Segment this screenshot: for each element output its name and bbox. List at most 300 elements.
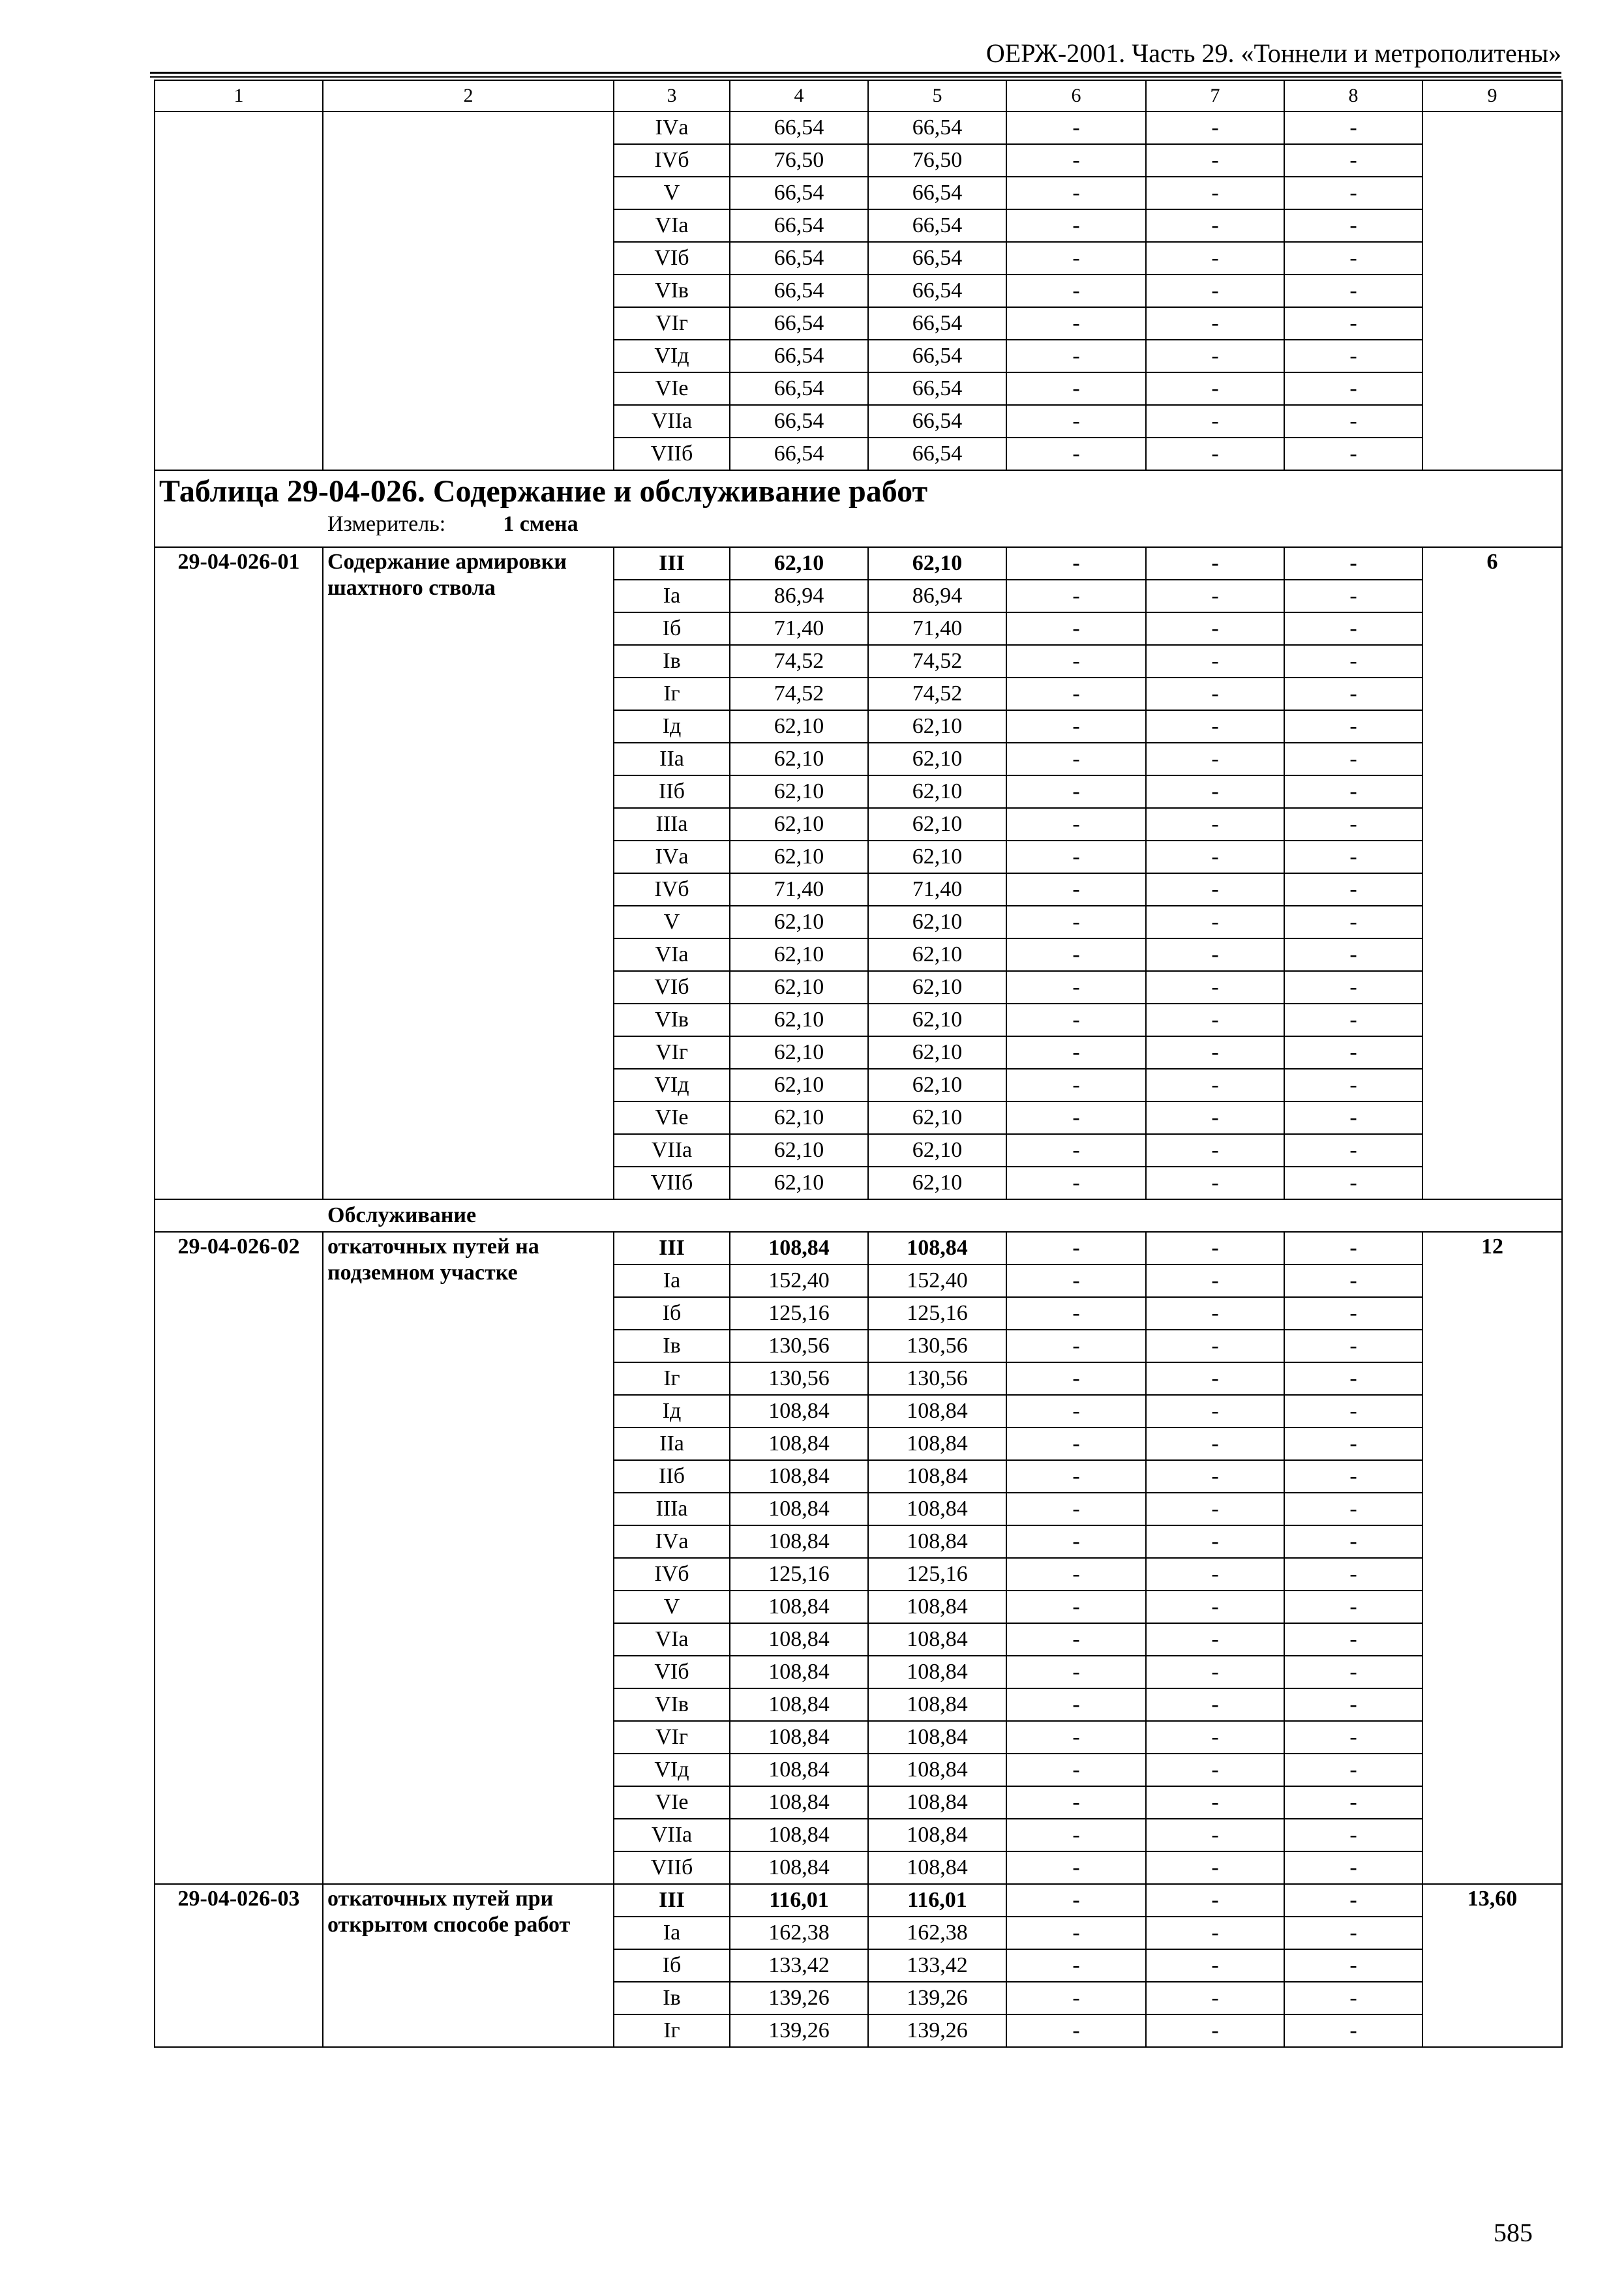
wage-category: Iа	[614, 580, 730, 612]
value-col5: 62,10	[868, 1167, 1006, 1199]
value-col7: -	[1146, 1069, 1284, 1101]
value-col4: 86,94	[730, 580, 868, 612]
value-col5: 74,52	[868, 645, 1006, 678]
value-col5: 108,84	[868, 1232, 1006, 1264]
value-col5: 108,84	[868, 1395, 1006, 1428]
value-col6: -	[1006, 275, 1146, 307]
value-col7: -	[1146, 1623, 1284, 1656]
value-col8: -	[1284, 938, 1422, 971]
value-col4: 62,10	[730, 1101, 868, 1134]
value-col7: -	[1146, 1819, 1284, 1851]
value-col5: 86,94	[868, 580, 1006, 612]
value-col8: -	[1284, 2014, 1422, 2047]
wage-category: Iб	[614, 612, 730, 645]
value-col4: 108,84	[730, 1493, 868, 1525]
value-col6: -	[1006, 144, 1146, 177]
value-col8: -	[1284, 307, 1422, 340]
value-col7: -	[1146, 209, 1284, 242]
value-col5: 108,84	[868, 1819, 1006, 1851]
value-col8: -	[1284, 841, 1422, 873]
value-col7: -	[1146, 1982, 1284, 2014]
value-col8: -	[1284, 1786, 1422, 1819]
value-col4: 66,54	[730, 209, 868, 242]
value-col5: 139,26	[868, 1982, 1006, 2014]
value-col8: -	[1284, 1688, 1422, 1721]
value-col5: 162,38	[868, 1917, 1006, 1949]
value-col7: -	[1146, 1134, 1284, 1167]
value-col8: -	[1284, 1101, 1422, 1134]
value-col6: -	[1006, 1525, 1146, 1558]
table-title-row	[155, 470, 1562, 547]
value-col5: 66,54	[868, 242, 1006, 275]
value-col6: -	[1006, 612, 1146, 645]
table-title-cell	[155, 470, 1562, 547]
wage-category: VIг	[614, 307, 730, 340]
value-col8: -	[1284, 242, 1422, 275]
value-col5: 66,54	[868, 275, 1006, 307]
value-col4: 108,84	[730, 1786, 868, 1819]
value-col5: 76,50	[868, 144, 1006, 177]
value-col8: -	[1284, 1884, 1422, 1917]
column-number: 4	[730, 80, 868, 112]
table-row	[155, 112, 1562, 144]
value-col7: -	[1146, 808, 1284, 841]
value-col8: -	[1284, 177, 1422, 209]
value-col7: -	[1146, 873, 1284, 906]
wage-category: V	[614, 906, 730, 938]
wage-category: VIв	[614, 1004, 730, 1036]
wage-category: VIа	[614, 209, 730, 242]
column-number: 7	[1146, 80, 1284, 112]
value-col7: -	[1146, 275, 1284, 307]
value-col6: -	[1006, 1460, 1146, 1493]
wage-category: Iа	[614, 1917, 730, 1949]
value-col7: -	[1146, 710, 1284, 743]
value-col4: 66,54	[730, 275, 868, 307]
value-col6: -	[1006, 1167, 1146, 1199]
wage-category: VIIб	[614, 1851, 730, 1884]
value-col6: -	[1006, 2014, 1146, 2047]
wage-category: V	[614, 1591, 730, 1623]
value-col8: -	[1284, 1069, 1422, 1101]
subsection-title: Обслуживание	[155, 1199, 1562, 1232]
value-col8: -	[1284, 1917, 1422, 1949]
value-col6: -	[1006, 580, 1146, 612]
value-col8: -	[1284, 1362, 1422, 1395]
value-col4: 66,54	[730, 340, 868, 372]
value-col8: -	[1284, 1134, 1422, 1167]
value-col5: 62,10	[868, 1004, 1006, 1036]
value-col7: -	[1146, 1362, 1284, 1395]
value-col7: -	[1146, 372, 1284, 405]
value-col8: -	[1284, 1264, 1422, 1297]
value-col8: -	[1284, 808, 1422, 841]
value-col7: -	[1146, 1786, 1284, 1819]
wage-category: VIа	[614, 938, 730, 971]
wage-category: IVб	[614, 873, 730, 906]
value-col5: 108,84	[868, 1688, 1006, 1721]
wage-category: III	[614, 1232, 730, 1264]
value-col5: 62,10	[868, 938, 1006, 971]
value-col7: -	[1146, 112, 1284, 144]
value-col4: 108,84	[730, 1428, 868, 1460]
value-col6: -	[1006, 1591, 1146, 1623]
wage-category: VIе	[614, 1786, 730, 1819]
header-rule-thin	[150, 76, 1561, 78]
wage-category: VIд	[614, 1069, 730, 1101]
column-number: 9	[1422, 80, 1562, 112]
wage-category: IIб	[614, 1460, 730, 1493]
value-col8: -	[1284, 1525, 1422, 1558]
value-col4: 62,10	[730, 1134, 868, 1167]
wage-category: VIд	[614, 340, 730, 372]
value-col7: -	[1146, 678, 1284, 710]
rate-name	[323, 112, 614, 470]
value-col7: -	[1146, 1591, 1284, 1623]
value-col4: 108,84	[730, 1656, 868, 1688]
value-col5: 62,10	[868, 775, 1006, 808]
measure-line	[159, 510, 1557, 539]
value-col7: -	[1146, 1493, 1284, 1525]
value-col4: 66,54	[730, 177, 868, 209]
value-col4: 108,84	[730, 1688, 868, 1721]
value-col5: 62,10	[868, 1134, 1006, 1167]
value-col5: 66,54	[868, 438, 1006, 470]
subsection-row	[155, 1199, 1562, 1232]
value-col5: 66,54	[868, 372, 1006, 405]
value-col4: 62,10	[730, 1036, 868, 1069]
value-col5: 108,84	[868, 1460, 1006, 1493]
wage-category: Iб	[614, 1297, 730, 1330]
value-col4: 152,40	[730, 1264, 868, 1297]
value-col4: 125,16	[730, 1558, 868, 1591]
value-col5: 130,56	[868, 1362, 1006, 1395]
value-col7: -	[1146, 938, 1284, 971]
column-number: 1	[155, 80, 323, 112]
value-col6: -	[1006, 438, 1146, 470]
value-col7: -	[1146, 1460, 1284, 1493]
value-col6: -	[1006, 971, 1146, 1004]
value-col5: 62,10	[868, 808, 1006, 841]
value-col4: 62,10	[730, 841, 868, 873]
value-col7: -	[1146, 1297, 1284, 1330]
value-col4: 133,42	[730, 1949, 868, 1982]
value-col6: -	[1006, 1884, 1146, 1917]
value-col4: 71,40	[730, 873, 868, 906]
multiplier	[1422, 112, 1562, 470]
value-col8: -	[1284, 1721, 1422, 1754]
value-col4: 62,10	[730, 1004, 868, 1036]
value-col8: -	[1284, 1167, 1422, 1199]
value-col8: -	[1284, 275, 1422, 307]
value-col4: 62,10	[730, 906, 868, 938]
value-col8: -	[1284, 438, 1422, 470]
value-col4: 62,10	[730, 743, 868, 775]
value-col4: 74,52	[730, 645, 868, 678]
value-col4: 108,84	[730, 1851, 868, 1884]
value-col7: -	[1146, 1688, 1284, 1721]
wage-category: IVа	[614, 1525, 730, 1558]
value-col5: 66,54	[868, 340, 1006, 372]
value-col6: -	[1006, 1819, 1146, 1851]
value-col6: -	[1006, 1688, 1146, 1721]
value-col8: -	[1284, 743, 1422, 775]
wage-category: IVб	[614, 1558, 730, 1591]
value-col5: 62,10	[868, 841, 1006, 873]
value-col7: -	[1146, 307, 1284, 340]
value-col4: 66,54	[730, 438, 868, 470]
value-col5: 108,84	[868, 1786, 1006, 1819]
wage-category: Iв	[614, 1330, 730, 1362]
rate-code: 29-04-026-02	[155, 1232, 323, 1884]
value-col6: -	[1006, 808, 1146, 841]
value-col5: 62,10	[868, 1036, 1006, 1069]
value-col8: -	[1284, 1819, 1422, 1851]
value-col6: -	[1006, 1623, 1146, 1656]
value-col6: -	[1006, 1754, 1146, 1786]
value-col8: -	[1284, 1428, 1422, 1460]
value-col6: -	[1006, 340, 1146, 372]
value-col6: -	[1006, 841, 1146, 873]
value-col7: -	[1146, 580, 1284, 612]
wage-category: VIв	[614, 1688, 730, 1721]
wage-category: VIа	[614, 1623, 730, 1656]
value-col8: -	[1284, 144, 1422, 177]
value-col5: 66,54	[868, 177, 1006, 209]
value-col5: 66,54	[868, 307, 1006, 340]
wage-category: VIб	[614, 1656, 730, 1688]
rate-code: 29-04-026-03	[155, 1884, 323, 2047]
table-row	[155, 547, 1562, 580]
value-col4: 74,52	[730, 678, 868, 710]
value-col8: -	[1284, 1949, 1422, 1982]
value-col5: 62,10	[868, 1101, 1006, 1134]
value-col4: 108,84	[730, 1395, 868, 1428]
value-col4: 76,50	[730, 144, 868, 177]
value-col7: -	[1146, 1330, 1284, 1362]
table-row	[155, 1232, 1562, 1264]
value-col6: -	[1006, 1004, 1146, 1036]
value-col4: 62,10	[730, 1167, 868, 1199]
wage-category: VIIб	[614, 1167, 730, 1199]
value-col7: -	[1146, 1656, 1284, 1688]
value-col8: -	[1284, 906, 1422, 938]
value-col6: -	[1006, 1656, 1146, 1688]
value-col7: -	[1146, 1917, 1284, 1949]
value-col7: -	[1146, 906, 1284, 938]
value-col8: -	[1284, 1460, 1422, 1493]
value-col6: -	[1006, 242, 1146, 275]
value-col4: 130,56	[730, 1330, 868, 1362]
value-col7: -	[1146, 1884, 1284, 1917]
column-number: 6	[1006, 80, 1146, 112]
rate-code: 29-04-026-01	[155, 547, 323, 1199]
rate-name: откаточных путей при открытом способе работ	[323, 1884, 614, 2047]
value-col7: -	[1146, 971, 1284, 1004]
value-col7: -	[1146, 841, 1284, 873]
value-col4: 66,54	[730, 405, 868, 438]
value-col4: 62,10	[730, 775, 868, 808]
running-header: ОЕРЖ-2001. Часть 29. «Тоннели и метрополитены»	[985, 38, 1561, 68]
value-col6: -	[1006, 1264, 1146, 1297]
value-col5: 108,84	[868, 1754, 1006, 1786]
value-col4: 66,54	[730, 372, 868, 405]
value-col4: 71,40	[730, 612, 868, 645]
value-col7: -	[1146, 1232, 1284, 1264]
wage-category: IVб	[614, 144, 730, 177]
value-col6: -	[1006, 938, 1146, 971]
column-number-row	[155, 80, 1562, 112]
measure-label: Измеритель:	[327, 512, 446, 536]
value-col5: 71,40	[868, 612, 1006, 645]
value-col6: -	[1006, 1232, 1146, 1264]
value-col7: -	[1146, 1101, 1284, 1134]
value-col5: 62,10	[868, 547, 1006, 580]
multiplier: 13,60	[1422, 1884, 1562, 2047]
wage-category: IIIа	[614, 808, 730, 841]
value-col4: 108,84	[730, 1819, 868, 1851]
value-col7: -	[1146, 1949, 1284, 1982]
value-col6: -	[1006, 1362, 1146, 1395]
wage-category: Iа	[614, 1264, 730, 1297]
wage-category: VIIа	[614, 1134, 730, 1167]
value-col7: -	[1146, 547, 1284, 580]
column-number: 8	[1284, 80, 1422, 112]
wage-category: VIе	[614, 372, 730, 405]
multiplier: 6	[1422, 547, 1562, 1199]
value-col7: -	[1146, 1036, 1284, 1069]
wage-category: Iд	[614, 1395, 730, 1428]
value-col6: -	[1006, 405, 1146, 438]
value-col6: -	[1006, 372, 1146, 405]
value-col8: -	[1284, 1493, 1422, 1525]
value-col6: -	[1006, 1101, 1146, 1134]
wage-category: Iг	[614, 678, 730, 710]
value-col5: 130,56	[868, 1330, 1006, 1362]
value-col4: 62,10	[730, 938, 868, 971]
value-col4: 108,84	[730, 1525, 868, 1558]
wage-category: Iг	[614, 2014, 730, 2047]
rate-name: Содержание армировки шахтного ствола	[323, 547, 614, 1199]
wage-category: IVа	[614, 841, 730, 873]
value-col6: -	[1006, 1851, 1146, 1884]
value-col4: 62,10	[730, 547, 868, 580]
value-col4: 108,84	[730, 1754, 868, 1786]
value-col6: -	[1006, 1134, 1146, 1167]
value-col8: -	[1284, 1297, 1422, 1330]
value-col7: -	[1146, 1167, 1284, 1199]
wage-category: VIIб	[614, 438, 730, 470]
value-col4: 125,16	[730, 1297, 868, 1330]
value-col4: 108,84	[730, 1623, 868, 1656]
value-col5: 133,42	[868, 1949, 1006, 1982]
wage-category: Iв	[614, 645, 730, 678]
value-col5: 108,84	[868, 1493, 1006, 1525]
value-col7: -	[1146, 775, 1284, 808]
wage-category: VIд	[614, 1754, 730, 1786]
value-col7: -	[1146, 1004, 1284, 1036]
value-col4: 139,26	[730, 2014, 868, 2047]
column-number: 5	[868, 80, 1006, 112]
value-col6: -	[1006, 775, 1146, 808]
value-col4: 62,10	[730, 971, 868, 1004]
value-col5: 108,84	[868, 1525, 1006, 1558]
value-col5: 108,84	[868, 1721, 1006, 1754]
value-col6: -	[1006, 307, 1146, 340]
wage-category: VIе	[614, 1101, 730, 1134]
value-col4: 108,84	[730, 1721, 868, 1754]
value-col8: -	[1284, 1851, 1422, 1884]
wage-category: III	[614, 1884, 730, 1917]
value-col7: -	[1146, 1558, 1284, 1591]
value-col6: -	[1006, 1721, 1146, 1754]
value-col4: 108,84	[730, 1460, 868, 1493]
value-col5: 74,52	[868, 678, 1006, 710]
value-col6: -	[1006, 1558, 1146, 1591]
value-col8: -	[1284, 1330, 1422, 1362]
header-rule-thick	[150, 72, 1561, 74]
value-col4: 66,54	[730, 112, 868, 144]
value-col6: -	[1006, 906, 1146, 938]
value-col5: 66,54	[868, 112, 1006, 144]
value-col7: -	[1146, 340, 1284, 372]
wage-category: Iб	[614, 1949, 730, 1982]
value-col4: 116,01	[730, 1884, 868, 1917]
value-col5: 125,16	[868, 1558, 1006, 1591]
value-col6: -	[1006, 1428, 1146, 1460]
wage-category: IVа	[614, 112, 730, 144]
value-col6: -	[1006, 873, 1146, 906]
value-col8: -	[1284, 1656, 1422, 1688]
value-col6: -	[1006, 743, 1146, 775]
value-col5: 71,40	[868, 873, 1006, 906]
value-col8: -	[1284, 775, 1422, 808]
value-col4: 62,10	[730, 710, 868, 743]
value-col4: 62,10	[730, 808, 868, 841]
value-col7: -	[1146, 242, 1284, 275]
value-col6: -	[1006, 678, 1146, 710]
value-col7: -	[1146, 144, 1284, 177]
wage-category: IIа	[614, 743, 730, 775]
value-col6: -	[1006, 547, 1146, 580]
wage-category: VIIа	[614, 1819, 730, 1851]
value-col4: 139,26	[730, 1982, 868, 2014]
value-col6: -	[1006, 710, 1146, 743]
value-col8: -	[1284, 678, 1422, 710]
wage-category: Iв	[614, 1982, 730, 2014]
value-col8: -	[1284, 873, 1422, 906]
value-col7: -	[1146, 1525, 1284, 1558]
wage-category: IIб	[614, 775, 730, 808]
value-col5: 62,10	[868, 743, 1006, 775]
value-col8: -	[1284, 580, 1422, 612]
value-col4: 66,54	[730, 242, 868, 275]
value-col5: 62,10	[868, 1069, 1006, 1101]
value-col6: -	[1006, 1493, 1146, 1525]
rate-name: откаточных путей на подземном участке	[323, 1232, 614, 1884]
value-col8: -	[1284, 547, 1422, 580]
wage-category: IIIа	[614, 1493, 730, 1525]
value-col5: 108,84	[868, 1656, 1006, 1688]
column-number: 3	[614, 80, 730, 112]
value-col8: -	[1284, 340, 1422, 372]
value-col7: -	[1146, 1754, 1284, 1786]
value-col4: 108,84	[730, 1232, 868, 1264]
value-col8: -	[1284, 1558, 1422, 1591]
value-col7: -	[1146, 177, 1284, 209]
value-col7: -	[1146, 1428, 1284, 1460]
value-col5: 108,84	[868, 1591, 1006, 1623]
